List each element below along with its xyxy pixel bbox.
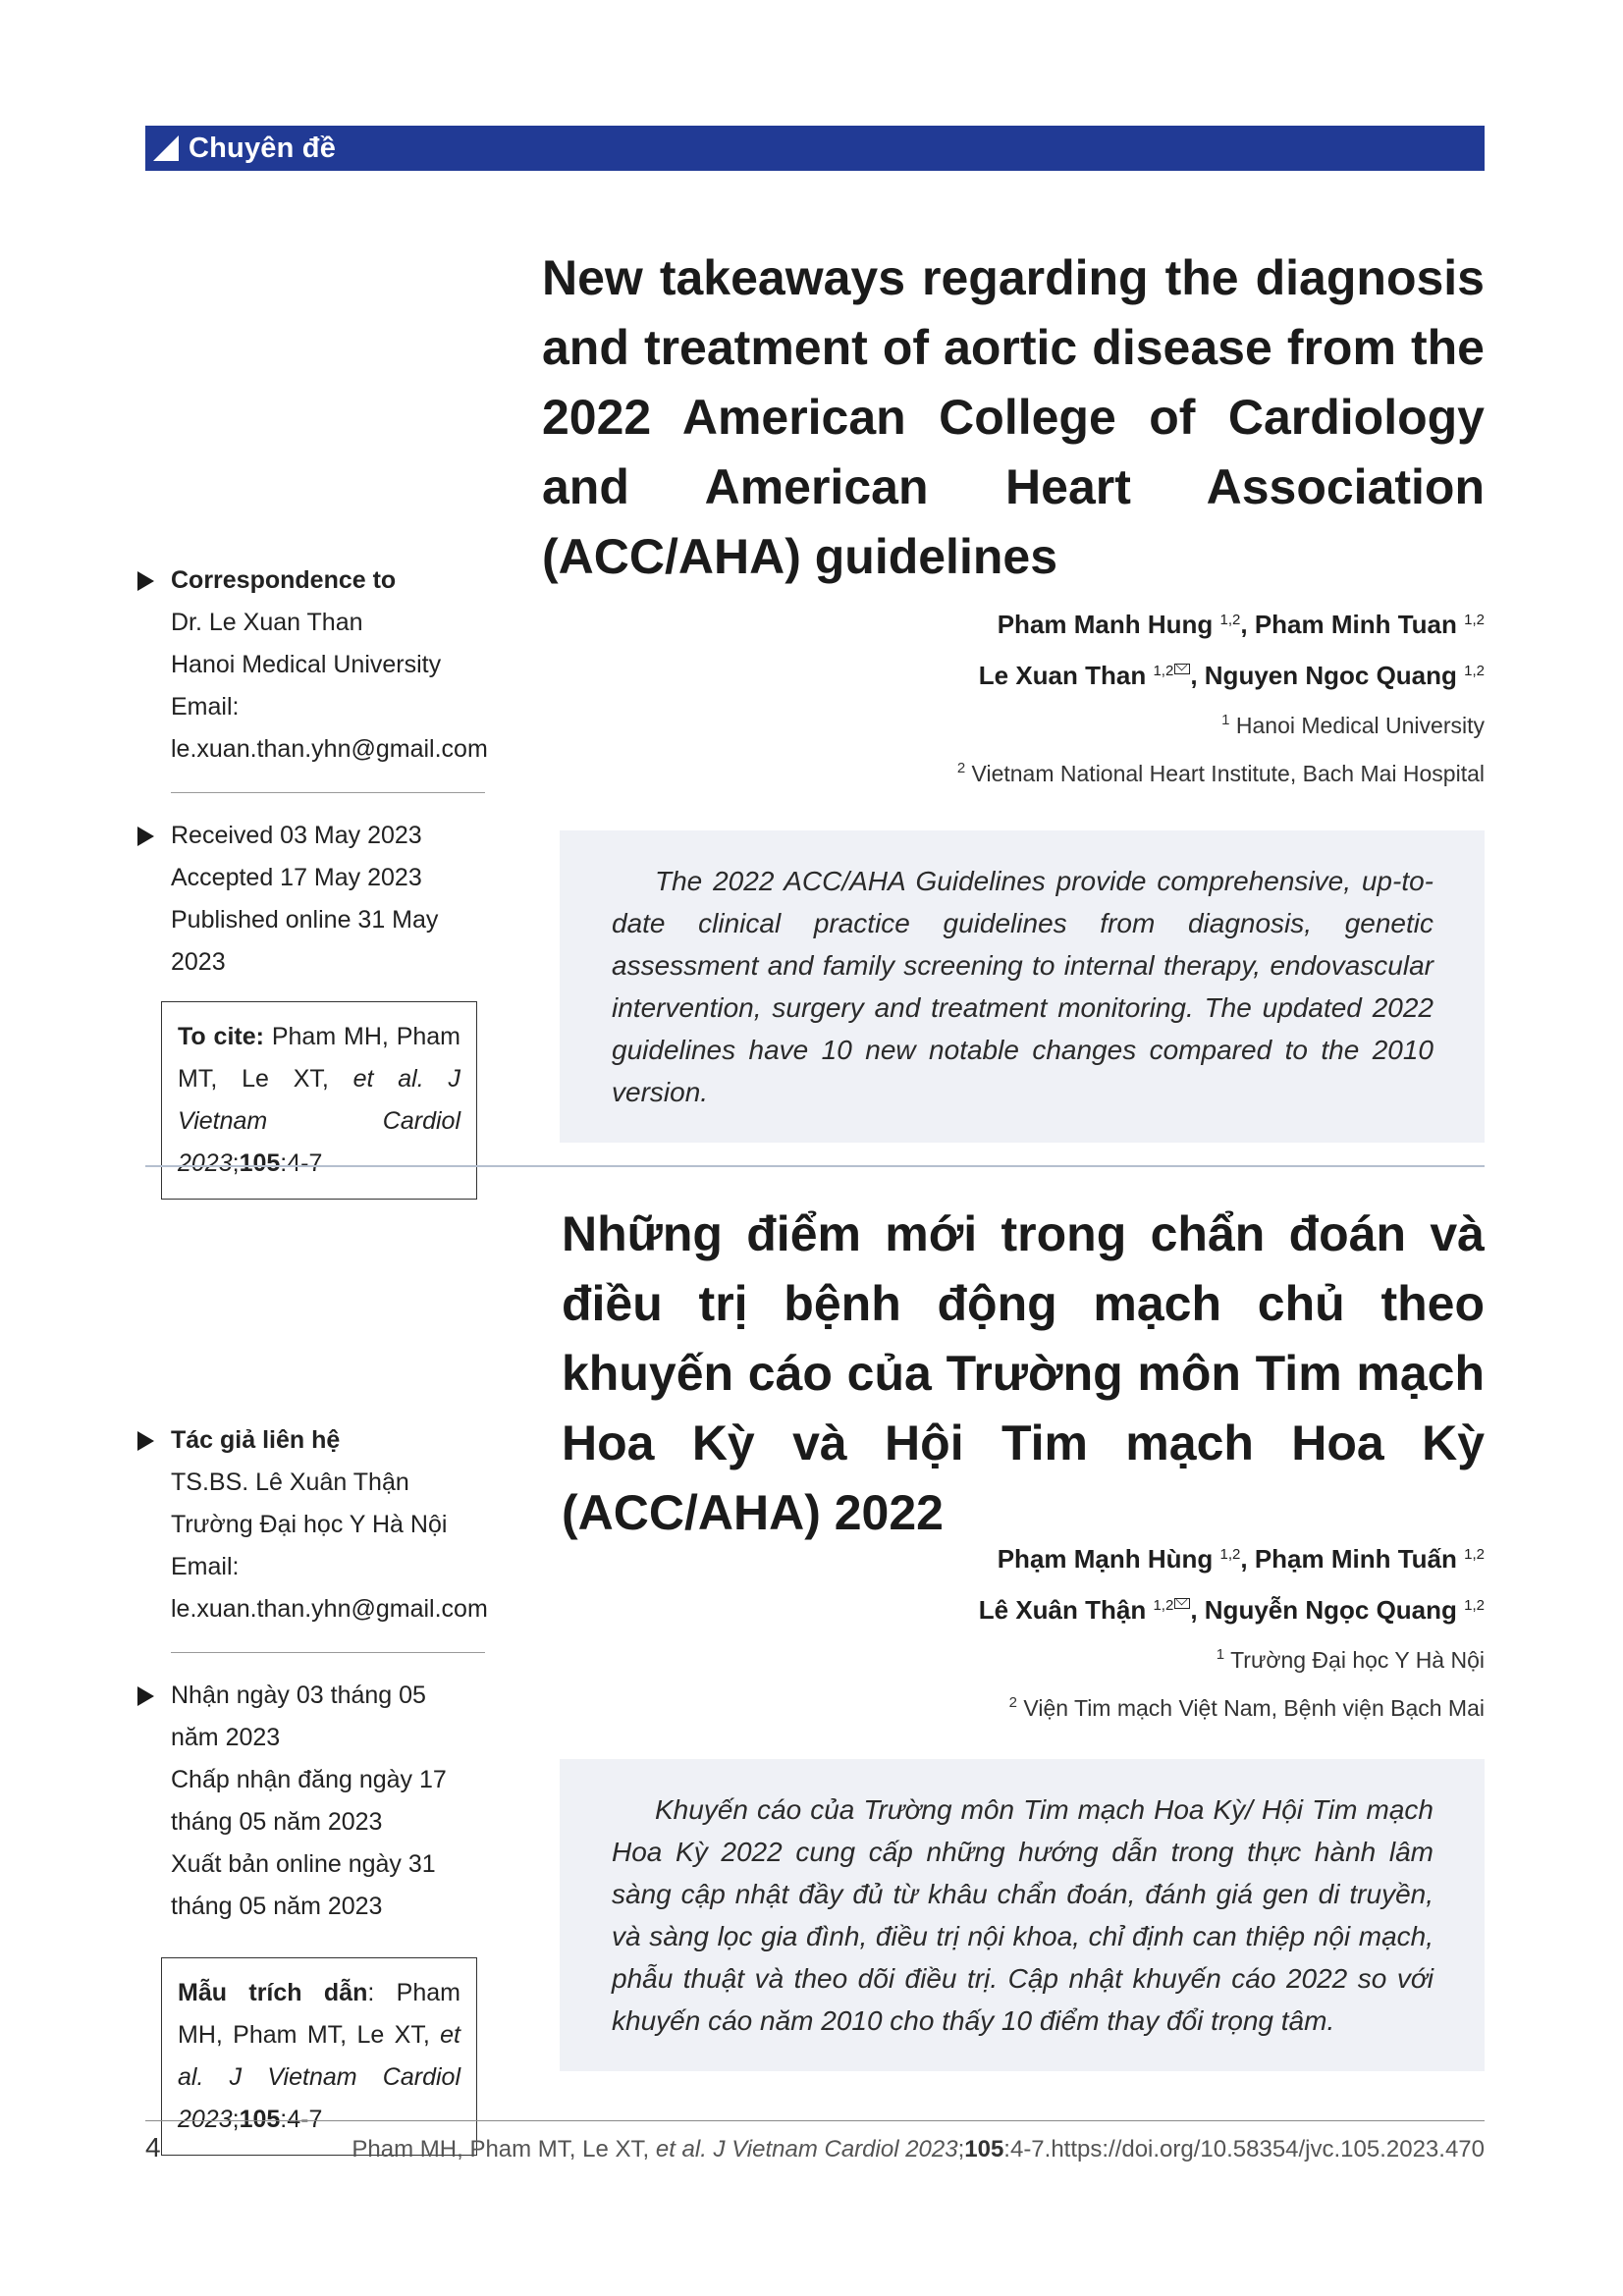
author-name: Pham Manh Hung bbox=[997, 610, 1214, 639]
english-authors bbox=[957, 597, 1485, 795]
cite-box bbox=[161, 1957, 477, 2156]
sidebar-divider bbox=[171, 1652, 485, 1653]
correspondence-block bbox=[137, 1419, 491, 1630]
affiliation-1 bbox=[979, 1633, 1485, 1682]
affiliation-text: Trường Đại học Y Hà Nội bbox=[1230, 1647, 1485, 1673]
author-sup: 1,2 bbox=[1464, 663, 1485, 679]
footer-citation bbox=[352, 2136, 1485, 2163]
arrow-right-icon bbox=[137, 1686, 154, 1706]
cite-authors: Pham MH, Pham MT, Le XT, bbox=[178, 1023, 461, 1093]
affiliation-text: Hanoi Medical University bbox=[1235, 713, 1485, 738]
arrow-right-icon bbox=[137, 1431, 154, 1451]
author-sup: 1,2 bbox=[1464, 1597, 1485, 1614]
correspondence-email[interactable]: Email: le.xuan.than.yhn@gmail.com bbox=[171, 1553, 488, 1623]
affiliation-sup: 2 bbox=[956, 760, 966, 776]
arrow-right-icon bbox=[137, 827, 154, 846]
author-sup: 1,2 bbox=[1464, 1546, 1485, 1563]
accepted-date: Accepted 17 May 2023 bbox=[171, 864, 422, 891]
affiliation-2 bbox=[957, 747, 1485, 795]
cite-semicolon: ; bbox=[232, 1149, 240, 1177]
envelope-icon bbox=[1174, 1598, 1190, 1609]
author-sup: 1,2 bbox=[1464, 612, 1485, 628]
cite-journal: J Vietnam Cardiol 2023 bbox=[178, 1065, 460, 1177]
author-name: Phạm Minh Tuấn bbox=[1254, 1544, 1457, 1574]
english-sidebar bbox=[137, 560, 491, 1200]
cite-label: Mẫu trích dẫn bbox=[178, 1979, 368, 2006]
affiliation-sup: 2 bbox=[1008, 1694, 1018, 1711]
triangle-icon bbox=[153, 135, 179, 161]
author-name: Nguyen Ngoc Quang bbox=[1204, 661, 1457, 690]
cite-semicolon: ; bbox=[232, 2106, 240, 2133]
correspondence-name: TS.BS. Lê Xuân Thận bbox=[171, 1468, 409, 1496]
correspondence-institution: Hanoi Medical University bbox=[171, 651, 442, 678]
vietnamese-abstract: Khuyến cáo của Trường môn Tim mạch Hoa Kỳ/ Hội Tim mạch Hoa Kỳ 2022 cung cấp những hướng dẫn trong thực hành lâm sàng cập nhật đầy đủ từ khâu chẩn đoán, đánh giá gen di truyền, và sàng lọc gia đình, điều trị nội khoa, chỉ định can thiệp nội mạch, phẫu thuật và theo dõi điều trị. Cập nhật khuyến cáo 2022 so với khuyến cáo năm 2010 cho thấy 10 điểm thay đổi trọng tâm. bbox=[560, 1759, 1485, 2071]
affiliation-1 bbox=[957, 699, 1485, 747]
sidebar-divider bbox=[171, 792, 485, 793]
affiliation-text: Viện Tim mạch Việt Nam, Bệnh viện Bạch Mai bbox=[1023, 1695, 1485, 1721]
page-number: 4 bbox=[145, 2132, 161, 2163]
english-abstract: The 2022 ACC/AHA Guidelines provide comprehensive, up-to-date clinical practice guidelines from diagnosis, genetic assessment and family screening to internal therapy, endovascular intervention, surgery and treatment monitoring. The updated 2022 guidelines have 10 new notable changes compared to the 2010 version. bbox=[560, 830, 1485, 1143]
footer-cite-semicolon: ; bbox=[957, 2136, 965, 2163]
footer-cite-etal: et al. bbox=[655, 2136, 707, 2163]
published-date: Published online 31 May 2023 bbox=[171, 906, 439, 976]
footer-cite-volume: 105 bbox=[964, 2136, 1004, 2163]
vietnamese-sidebar bbox=[137, 1419, 491, 2156]
dates-block bbox=[137, 1675, 465, 1928]
accepted-date: Chấp nhận đăng ngày 17 tháng 05 năm 2023 bbox=[171, 1766, 447, 1836]
cite-volume: 105 bbox=[239, 1149, 281, 1177]
arrow-right-icon bbox=[137, 571, 154, 591]
correspondence-block bbox=[137, 560, 491, 771]
received-date: Received 03 May 2023 bbox=[171, 822, 422, 849]
envelope-icon bbox=[1174, 664, 1190, 674]
correspondence-name: Dr. Le Xuan Than bbox=[171, 609, 363, 636]
cite-etal: et al. bbox=[178, 2021, 460, 2091]
correspondence-heading: Tác giả liên hệ bbox=[171, 1426, 341, 1454]
cite-etal: et al. bbox=[352, 1065, 424, 1093]
author-name: Lê Xuân Thận bbox=[978, 1595, 1147, 1625]
cite-box bbox=[161, 1001, 477, 1200]
cite-colon: : bbox=[367, 1979, 375, 2006]
footer-cite-authors: Pham MH, Pham MT, Le XT, bbox=[352, 2136, 656, 2163]
cite-pages: :4-7 bbox=[280, 1149, 323, 1177]
published-date: Xuất bản online ngày 31 tháng 05 năm 2023 bbox=[171, 1850, 436, 1920]
footer-doi-link[interactable]: :4-7.https://doi.org/10.58354/jvc.105.2023.470 bbox=[1003, 2136, 1485, 2163]
cite-label: To cite: bbox=[178, 1023, 264, 1050]
footer-divider bbox=[145, 2120, 1485, 2121]
author-sup: 1,2 bbox=[1219, 1546, 1241, 1563]
correspondence-email[interactable]: Email: le.xuan.than.yhn@gmail.com bbox=[171, 693, 488, 763]
author-sup: 1,2 bbox=[1219, 612, 1241, 628]
vietnamese-authors bbox=[979, 1531, 1485, 1730]
author-name: Nguyễn Ngọc Quang bbox=[1204, 1595, 1457, 1625]
author-line-2: Le Xuan Than $^{1,2}$ , Nguyen Ngoc Quang $^{1,2}$ bbox=[978, 661, 1485, 690]
footer-cite-journal: J Vietnam Cardiol 2023 bbox=[706, 2136, 958, 2163]
correspondence-institution: Trường Đại học Y Hà Nội bbox=[171, 1511, 448, 1538]
author-name: Le Xuan Than bbox=[978, 661, 1147, 690]
author-line-1: Phạm Mạnh Hùng $^{1,2}$, Phạm Minh Tuấn $^{1,2}$ bbox=[997, 1544, 1485, 1574]
affiliation-sup: 1 bbox=[1221, 712, 1230, 728]
vietnamese-title: Những điểm mới trong chẩn đoán và điều trị bệnh động mạch chủ theo khuyến cáo của Trường môn Tim mạch Hoa Kỳ và Hội Tim mạch Hoa Kỳ (ACC/AHA) 2022 bbox=[562, 1206, 1485, 1540]
cite-journal: J Vietnam Cardiol 2023 bbox=[178, 2063, 460, 2133]
section-divider bbox=[145, 1165, 1485, 1167]
cite-volume: 105 bbox=[239, 2106, 281, 2133]
cite-pages: :4-7 bbox=[280, 2106, 323, 2133]
author-sup: 1,2 bbox=[1153, 1597, 1174, 1614]
author-name: Pham Minh Tuan bbox=[1254, 610, 1457, 639]
author-sup: 1,2 bbox=[1153, 663, 1174, 679]
author-line-1: Pham Manh Hung $^{1,2}$, Pham Minh Tuan $^{1,2}$ bbox=[997, 610, 1485, 639]
affiliation-sup: 1 bbox=[1216, 1646, 1225, 1663]
affiliation-text: Vietnam National Heart Institute, Bach Mai Hospital bbox=[971, 761, 1485, 786]
author-name: Phạm Mạnh Hùng bbox=[997, 1544, 1214, 1574]
english-title: New takeaways regarding the diagnosis and treatment of aortic disease from the 2022 American College of Cardiology and American Heart Association (ACC/AHA) guidelines bbox=[542, 250, 1485, 584]
section-header-bar bbox=[145, 126, 1485, 171]
dates-block bbox=[137, 815, 491, 984]
section-label: Chuyên đề bbox=[189, 132, 337, 164]
received-date: Nhận ngày 03 tháng 05 năm 2023 bbox=[171, 1682, 426, 1751]
affiliation-2 bbox=[979, 1682, 1485, 1730]
correspondence-heading: Correspondence to bbox=[171, 566, 397, 594]
author-line-2: Lê Xuân Thận $^{1,2}$ , Nguyễn Ngọc Quang $^{1,2}$ bbox=[978, 1595, 1485, 1625]
cite-authors: Pham MH, Pham MT, Le XT, bbox=[178, 1979, 460, 2049]
